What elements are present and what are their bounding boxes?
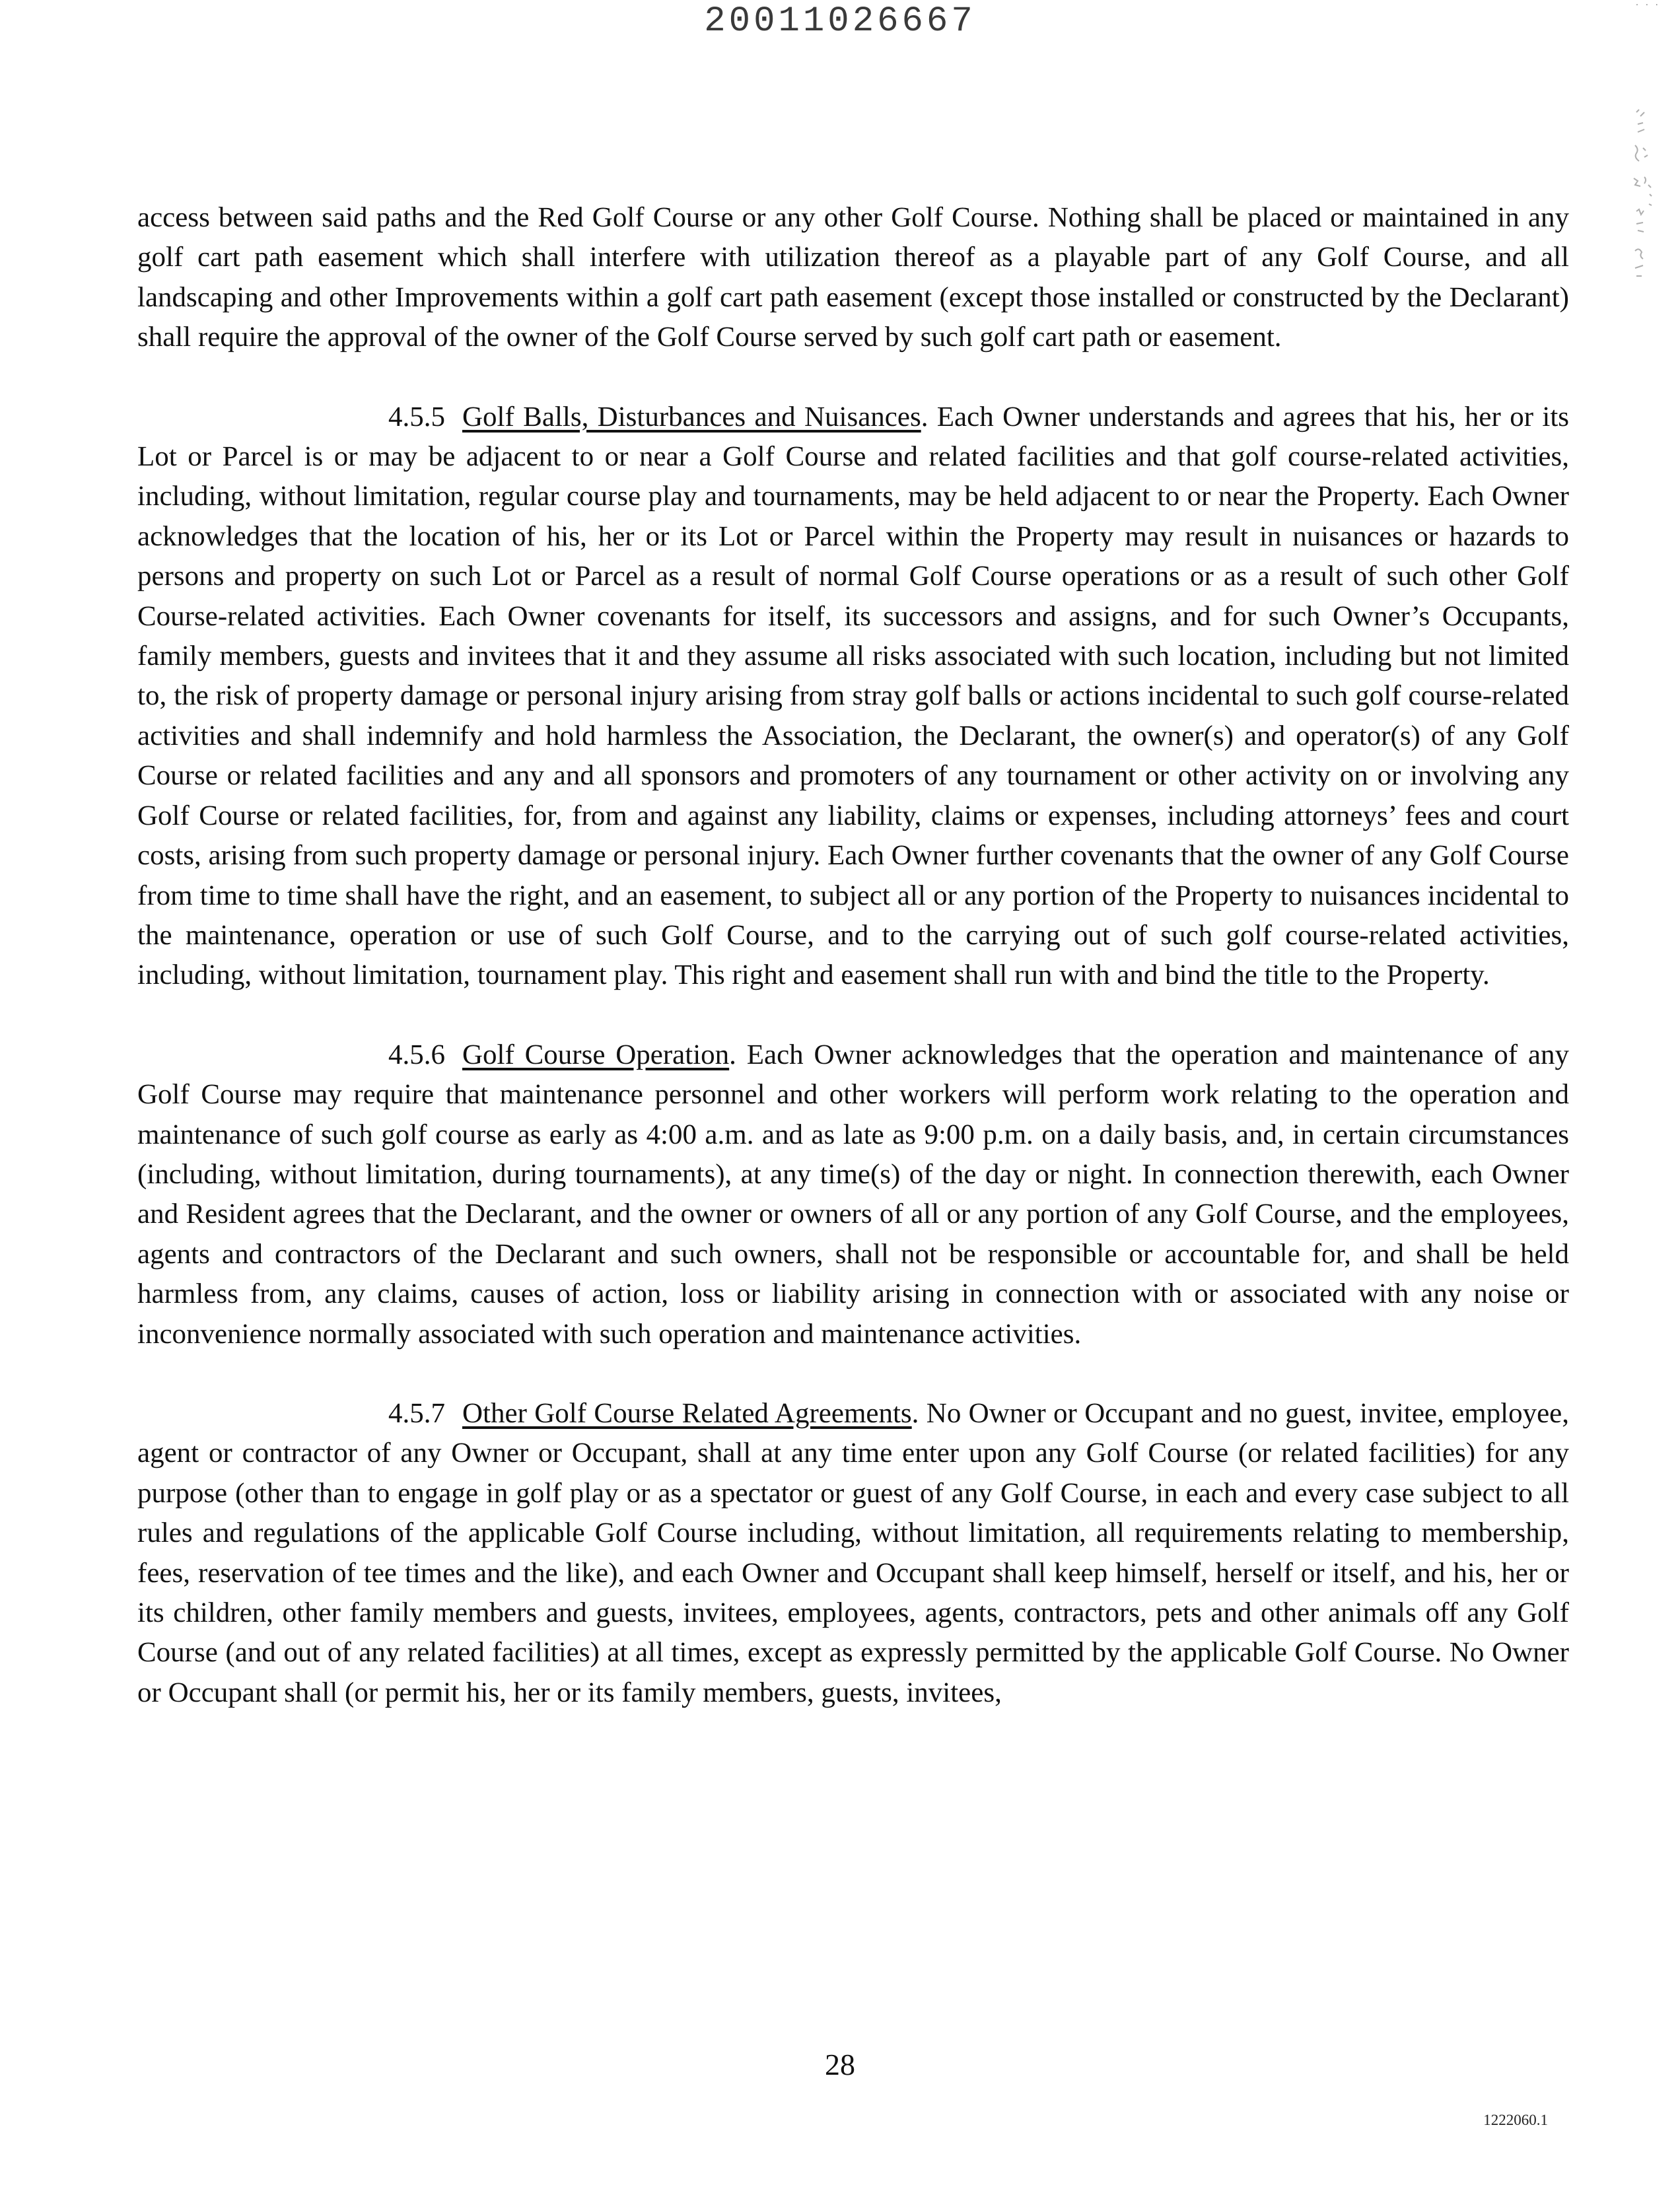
- section-title: Golf Balls, Disturbances and Nuisances: [462, 401, 921, 433]
- section-4-5-5: [137, 398, 1569, 996]
- continuation-paragraph: [137, 198, 1569, 358]
- document-id: 1222060.1: [1483, 2112, 1548, 2128]
- paragraph-text: . No Owner or Occupant and no guest, invitee, employee, agent or contractor of any Owner or Occupant, shall at any time enter upon any Golf Course (or related facilities) for any purpose (other than to engage in golf play or as a spectator or guest of any Golf Course, in each and every case subject to all rules and regulations of the applicable Golf Course including, without limitation, all requirements relating to membership, fees, reservation of tee times and the like), and each Owner and Occupant shall keep himself, herself or itself, and his, her or its children, other family members and guests, invitees, employees, agents, contractors, pets and other animals off any Golf Course (and out of any related facilities) at all times, except as expressly permitted by the applicable Golf Course. No Owner or Occupant shall (or permit his, her or its family members, guests, invitees,: [137, 1397, 1569, 1708]
- paragraph-text: . Each Owner understands and agrees that his, her or its Lot or Parcel is or may be adjacent to or near a Golf Course and related facilities and that golf course-related activities, including, without limitation, regular course play and tournaments, may be held adjacent to or near the Property. Each Owner acknowledges that the location of his, her or its Lot or Parcel within the Property may result in nuisances or hazards to persons and property on such Lot or Parcel as a result of normal Golf Course operations or as a result of such other Golf Course-related activities. Each Owner covenants for itself, its successors and assigns, and for such Owner’s Occupants, family members, guests and invitees that it and they assume all risks associated with such location, including but not limited to, the risk of property damage or personal injury arising from stray golf balls or actions incidental to such golf course-related activities and shall indemnify and hold harmless the Association, the Declarant, the owner(s) and operator(s) of any Golf Course or related facilities and any and all sponsors and promoters of any tournament or other activity on or involving any Golf Course or related facilities, for, from and against any liability, claims or expenses, including attorneys’ fees and court costs, arising from such property damage or personal injury. Each Owner further covenants that the owner of any Golf Course from time to time shall have the right, and an easement, to subject all or any portion of the Property to nuisances incidental to the maintenance, operation or use of such Golf Course, and to the carrying out of such golf course-related activities, including, without limitation, tournament play. This right and easement shall run with and bind the title to the Property.: [137, 401, 1569, 991]
- recording-number: 20011026667: [704, 1, 976, 42]
- section-number: 4.5.6: [388, 1039, 445, 1070]
- section-title: Other Golf Course Related Agreements: [462, 1397, 912, 1429]
- paragraph-text: access between said paths and the Red Golf Course or any other Golf Course. Nothing shall be placed or maintained in any golf cart path easement which shall interfere with utilization thereof as a playable part of any Golf Course, and all landscaping and other Improvements within a golf cart path easement (except those installed or constructed by the Declarant) shall require the approval of the owner of the Golf Course served by such golf cart path or easement.: [137, 202, 1569, 353]
- scan-corner-mark: · · ·: [1635, 0, 1660, 11]
- document-body: [137, 198, 1569, 1753]
- section-title: Golf Course Operation: [462, 1039, 730, 1070]
- margin-stamp-graphic: [1622, 99, 1662, 337]
- page-number: 28: [825, 2048, 855, 2081]
- section-number: 4.5.5: [388, 401, 445, 433]
- section-4-5-7: [137, 1394, 1569, 1713]
- paragraph-text: . Each Owner acknowledges that the operation and maintenance of any Golf Course may require that maintenance personnel and other workers will perform work relating to the operation and maintenance of such golf course as early as 4:00 a.m. and as late as 9:00 p.m. on a daily basis, and, in certain circumstances (including, without limitation, during tournaments), at any time(s) of the day or night. In connection therewith, each Owner and Resident agrees that the Declarant, and the owner or owners of all or any portion of any Golf Course, and the employees, agents and contractors of the Declarant and such owners, shall not be responsible or accountable for, and shall be held harmless from, any claims, causes of action, loss or liability arising in connection with or associated with any noise or inconvenience normally associated with such operation and maintenance activities.: [137, 1039, 1570, 1350]
- section-4-5-6: [137, 1035, 1569, 1354]
- section-number: 4.5.7: [388, 1397, 445, 1429]
